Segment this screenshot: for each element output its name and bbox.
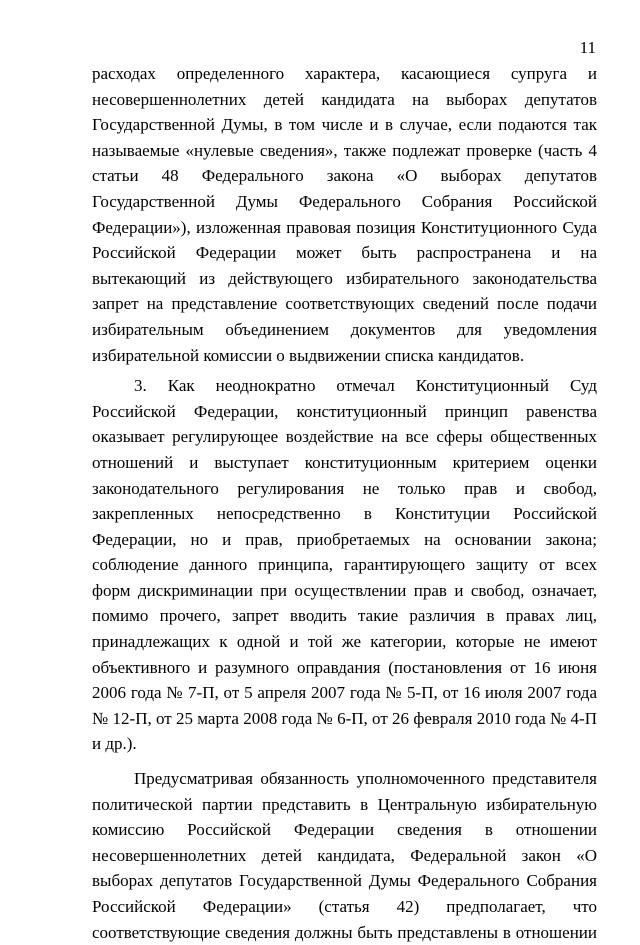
paragraph-obligation: Предусматривая обязанность уполномоченного представителя политической партии представить в Центральную избирательную комиссию Российской Федерации сведения в отношении несовершеннолетних детей кандидата, Федеральной закон «О выборах депутатов Государственной Думы Федерального Собрания Российской Федерации» (статья 42) предполагает, что соответствующие сведения должны быть представлены в отношении	[92, 769, 597, 942]
page-number: 11	[579, 38, 596, 57]
paragraph-point-3: 3. Как неоднократно отмечал Конституционный Суд Российской Федерации, конституционный принцип равенства оказывает регулирующее воздействие на все сферы общественных отношений и выступает конституционным критерием оценки законодательного регулирования не только прав и свобод, закрепленных непосредственно в Конституции Российской Федерации, но и прав, приобретаемых на основании закона; соблюдение данного принципа, гарантирующего защиту от всех форм дискриминации при осуществлении прав и свобод, означает, помимо прочего, запрет вводить такие различия в правах лиц, принадлежащих к одной и той же категории, которые не имеют объективного и разумного оправдания (постановления от 16 июня 2006 года № 7-П, от 5 апреля 2007 года № 5-П, от 16 июля 2007 года № 12-П, от 25 марта 2008 года № 6-П, от 26 февраля 2010 года № 4-П и др.).	[92, 376, 597, 754]
document-body	[92, 61, 597, 945]
paragraph-continued: расходах определенного характера, касающиеся супруга и несовершеннолетних детей кандидата на выборах депутатов Государственной Думы, в том числе и в случае, если подаются так называемые «нулевые сведения», также подлежат проверке (часть 4 статьи 48 Федерального закона «О выборах депутатов Государственной Думы Федерального Собрания Российской Федерации»), изложенная правовая позиция Конституционного Суда Российской Федерации может быть распространена и на вытекающий из действующего избирательного законодательства запрет на представление соответствующих сведений после подачи избирательным объединением документов для уведомления избирательной комиссии о выдвижении списка кандидатов.	[92, 64, 597, 365]
